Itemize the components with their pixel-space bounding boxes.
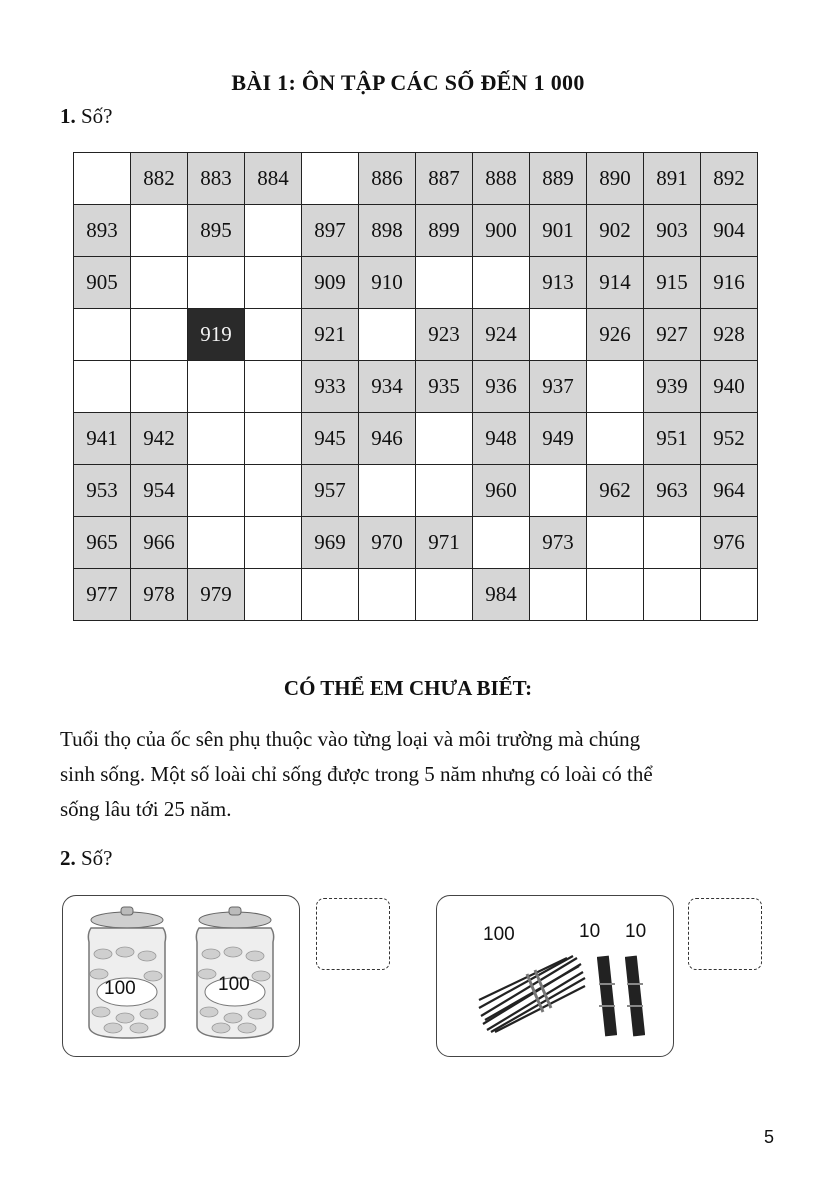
grid-cell-empty[interactable] (245, 257, 302, 309)
grid-cell: 957 (302, 465, 359, 517)
answer-bubble-left[interactable] (316, 898, 390, 970)
grid-cell: 919 (188, 309, 245, 361)
grid-cell-empty[interactable] (245, 361, 302, 413)
grid-cell-empty[interactable] (245, 309, 302, 361)
exercise-2-label: Số? (81, 846, 113, 870)
grid-cell-empty[interactable] (644, 569, 701, 621)
jars-panel (62, 895, 300, 1057)
grid-cell: 984 (473, 569, 530, 621)
jar-1-label: 100 (104, 978, 136, 999)
grid-cell-empty[interactable] (188, 257, 245, 309)
grid-cell-empty[interactable] (587, 361, 644, 413)
grid-cell: 941 (74, 413, 131, 465)
grid-cell-empty[interactable] (416, 569, 473, 621)
grid-cell: 897 (302, 205, 359, 257)
grid-cell: 948 (473, 413, 530, 465)
stick-of-ten-icon (597, 954, 617, 1038)
grid-cell-empty[interactable] (701, 569, 758, 621)
bundle-of-sticks-icon (477, 954, 587, 1034)
grid-cell-empty[interactable] (530, 465, 587, 517)
answer-bubble-right[interactable] (688, 898, 762, 970)
exercise-1-number: 1. (60, 104, 76, 128)
grid-cell-empty[interactable] (416, 413, 473, 465)
grid-cell-empty[interactable] (188, 465, 245, 517)
grid-cell-empty[interactable] (416, 465, 473, 517)
grid-cell-empty[interactable] (587, 569, 644, 621)
grid-cell: 901 (530, 205, 587, 257)
grid-row (74, 517, 758, 569)
grid-cell: 954 (131, 465, 188, 517)
grid-cell: 903 (644, 205, 701, 257)
grid-cell-empty[interactable] (302, 153, 359, 205)
grid-cell-empty[interactable] (530, 569, 587, 621)
grid-cell: 946 (359, 413, 416, 465)
grid-cell: 904 (701, 205, 758, 257)
grid-cell: 889 (530, 153, 587, 205)
bundle-label: 100 (483, 924, 515, 945)
exercise-2-number: 2. (60, 846, 76, 870)
grid-cell-empty[interactable] (188, 517, 245, 569)
grid-cell: 969 (302, 517, 359, 569)
stick-of-ten-icon (625, 954, 645, 1038)
grid-row (74, 205, 758, 257)
grid-cell-empty[interactable] (74, 361, 131, 413)
grid-cell: 899 (416, 205, 473, 257)
grid-cell: 910 (359, 257, 416, 309)
grid-cell: 913 (530, 257, 587, 309)
grid-cell: 882 (131, 153, 188, 205)
grid-cell-empty[interactable] (359, 569, 416, 621)
grid-row (74, 361, 758, 413)
grid-cell: 934 (359, 361, 416, 413)
grid-cell: 921 (302, 309, 359, 361)
grid-cell: 951 (644, 413, 701, 465)
grid-cell: 900 (473, 205, 530, 257)
grid-cell-empty[interactable] (644, 517, 701, 569)
paragraph-line: Tuổi thọ của ốc sên phụ thuộc vào từng loại và môi trường mà chúng (60, 727, 641, 751)
grid-cell-empty[interactable] (245, 413, 302, 465)
grid-cell: 978 (131, 569, 188, 621)
grid-cell: 962 (587, 465, 644, 517)
grid-cell-empty[interactable] (245, 517, 302, 569)
grid-cell-empty[interactable] (587, 517, 644, 569)
grid-cell: 924 (473, 309, 530, 361)
grid-cell-empty[interactable] (530, 309, 587, 361)
grid-cell: 952 (701, 413, 758, 465)
grid-cell: 883 (188, 153, 245, 205)
grid-cell: 915 (644, 257, 701, 309)
grid-cell: 886 (359, 153, 416, 205)
grid-cell: 939 (644, 361, 701, 413)
grid-cell-empty[interactable] (188, 361, 245, 413)
grid-cell: 964 (701, 465, 758, 517)
grid-cell: 933 (302, 361, 359, 413)
grid-cell: 977 (74, 569, 131, 621)
grid-row (74, 309, 758, 361)
grid-cell: 909 (302, 257, 359, 309)
grid-cell: 898 (359, 205, 416, 257)
grid-cell: 940 (701, 361, 758, 413)
paragraph-line: sống lâu tới 25 năm. (60, 797, 232, 821)
grid-cell-empty[interactable] (416, 257, 473, 309)
grid-row (74, 153, 758, 205)
grid-cell: 914 (587, 257, 644, 309)
grid-cell: 891 (644, 153, 701, 205)
paragraph-line: sinh sống. Một số loài chỉ sống được trong 5 năm nhưng có loài có thể (60, 762, 653, 786)
grid-cell: 971 (416, 517, 473, 569)
did-you-know-title: CÓ THỂ EM CHƯA BIẾT: (283, 676, 533, 700)
grid-row (74, 413, 758, 465)
grid-cell-empty[interactable] (359, 309, 416, 361)
grid-cell: 887 (416, 153, 473, 205)
grid-cell-empty[interactable] (131, 205, 188, 257)
grid-cell-empty[interactable] (188, 413, 245, 465)
grid-cell: 888 (473, 153, 530, 205)
grid-cell: 884 (245, 153, 302, 205)
page-number: 5 (764, 1127, 775, 1147)
grid-row (74, 257, 758, 309)
grid-cell: 976 (701, 517, 758, 569)
grid-cell: 890 (587, 153, 644, 205)
grid-cell: 965 (74, 517, 131, 569)
grid-cell: 935 (416, 361, 473, 413)
grid-cell: 923 (416, 309, 473, 361)
did-you-know-paragraph (60, 722, 760, 827)
grid-cell: 970 (359, 517, 416, 569)
grid-cell: 963 (644, 465, 701, 517)
grid-cell: 966 (131, 517, 188, 569)
grid-cell-empty[interactable] (302, 569, 359, 621)
grid-cell-empty[interactable] (245, 205, 302, 257)
grid-cell: 949 (530, 413, 587, 465)
grid-cell: 973 (530, 517, 587, 569)
grid-cell: 979 (188, 569, 245, 621)
grid-cell-empty[interactable] (245, 465, 302, 517)
grid-cell-empty[interactable] (359, 465, 416, 517)
stick-2-label: 10 (625, 921, 647, 942)
grid-cell: 905 (74, 257, 131, 309)
exercise-1-label: Số? (81, 104, 113, 128)
grid-cell-empty[interactable] (131, 257, 188, 309)
grid-cell: 926 (587, 309, 644, 361)
grid-cell-empty[interactable] (587, 413, 644, 465)
grid-cell-empty[interactable] (245, 569, 302, 621)
stick-1-label: 10 (579, 921, 601, 942)
jar-2-label: 100 (218, 974, 250, 995)
grid-cell: 893 (74, 205, 131, 257)
grid-cell: 953 (74, 465, 131, 517)
grid-cell: 892 (701, 153, 758, 205)
grid-row (74, 465, 758, 517)
grid-cell-empty[interactable] (74, 309, 131, 361)
grid-cell: 895 (188, 205, 245, 257)
exercise-1-heading (60, 104, 113, 129)
number-grid (73, 152, 758, 621)
grid-cell: 936 (473, 361, 530, 413)
grid-cell: 928 (701, 309, 758, 361)
grid-row (74, 569, 758, 621)
grid-cell: 960 (473, 465, 530, 517)
grid-cell: 942 (131, 413, 188, 465)
grid-cell: 902 (587, 205, 644, 257)
grid-cell: 916 (701, 257, 758, 309)
grid-cell: 927 (644, 309, 701, 361)
jar-illustration (77, 904, 177, 1044)
sticks-panel (436, 895, 674, 1057)
grid-cell-empty[interactable] (131, 361, 188, 413)
exercise-2-heading (60, 846, 113, 871)
grid-cell: 945 (302, 413, 359, 465)
lesson-title: BÀI 1: ÔN TẬP CÁC SỐ ĐẾN 1 000 (231, 70, 585, 95)
grid-cell-empty[interactable] (473, 517, 530, 569)
grid-cell-empty[interactable] (74, 153, 131, 205)
grid-cell: 937 (530, 361, 587, 413)
grid-cell-empty[interactable] (473, 257, 530, 309)
grid-cell-empty[interactable] (131, 309, 188, 361)
